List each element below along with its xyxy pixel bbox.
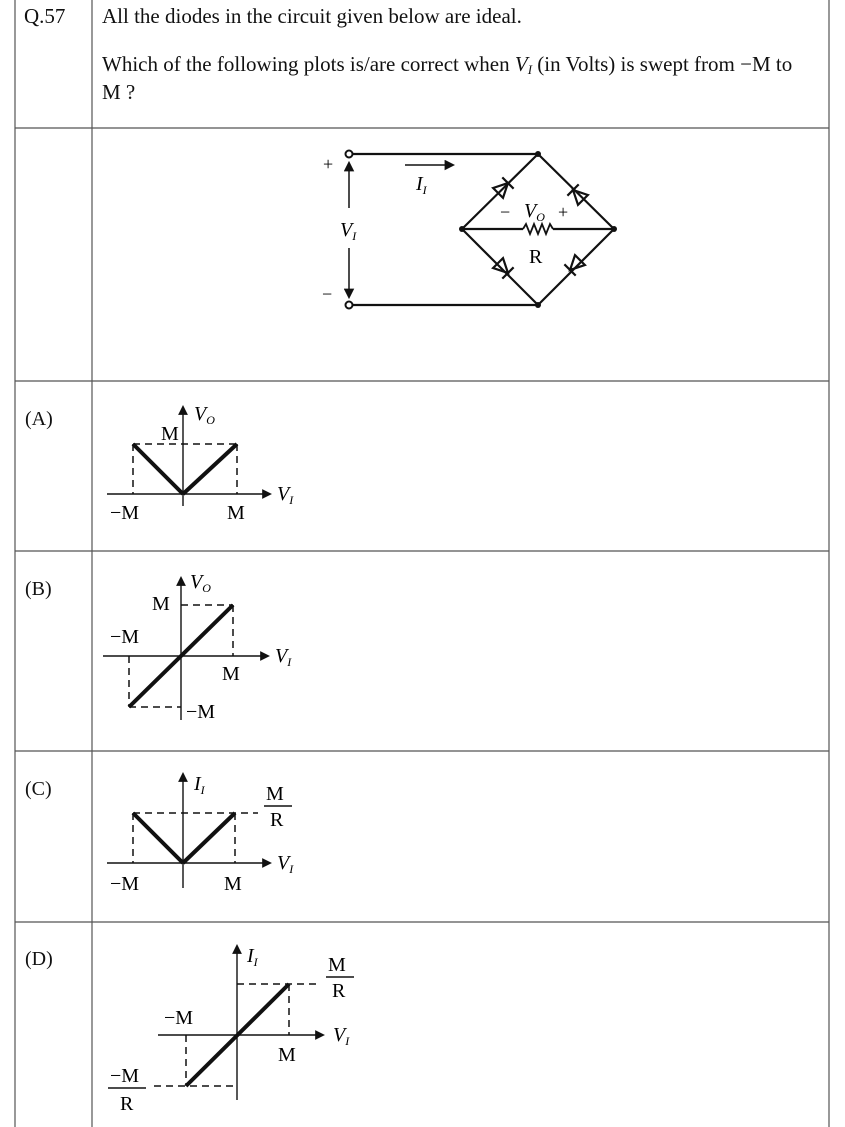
option-b-label: (B) (25, 578, 52, 600)
tick-frac-den: R (270, 809, 284, 831)
plot-line (183, 813, 235, 863)
tick-frac-num: M (328, 954, 346, 976)
tick-neg-frac-num: −M (110, 1065, 140, 1087)
prompt-variable-subscript: I (527, 62, 533, 77)
tick-neg-x: −M (110, 626, 140, 648)
plot-line (133, 444, 183, 494)
output-plus-sign: + (558, 202, 569, 222)
current-subscript: I (422, 183, 427, 197)
input-plus-sign: + (323, 154, 334, 174)
prompt-variable: V (514, 52, 528, 76)
plot-line (133, 813, 183, 863)
output-voltage-subscript: O (536, 210, 545, 224)
tick-frac-den: R (332, 980, 346, 1002)
tick-neg-x: −M (110, 873, 140, 895)
question-statement: All the diodes in the circuit given below are ideal. (102, 4, 522, 28)
svg-text:II: $I_I$ (247, 945, 258, 969)
prompt-text-b: (in Volts) is swept from −M to (537, 52, 793, 76)
tick-frac-num: M (266, 783, 284, 805)
option-c-plot (107, 773, 294, 895)
tick-pos-x: M (278, 1044, 296, 1066)
svg-text:VI: $V_I$ (275, 645, 292, 669)
input-voltage-label: V (340, 219, 353, 241)
svg-text:VO: $V_O$ (190, 571, 211, 595)
option-a-plot (107, 403, 294, 524)
option-d-plot (108, 945, 354, 1115)
tick-pos-x: M (224, 873, 242, 895)
prompt-text-a: Which of the following plots is/are correct when (102, 52, 510, 76)
option-b-plot (103, 571, 292, 723)
tick-neg-y: −M (186, 701, 216, 723)
resistor-label: R (529, 246, 543, 268)
tick-pos-y: M (161, 423, 179, 445)
option-d-label: (D) (25, 948, 53, 970)
current-label: I (416, 173, 423, 195)
svg-text:VI: $V_I$ (277, 483, 294, 507)
tick-neg-x: −M (164, 1007, 194, 1029)
option-a-label: (A) (25, 408, 53, 430)
question-prompt-continued: M ? (102, 80, 136, 104)
tick-pos-x: M (227, 502, 245, 524)
tick-neg-frac-den: R (120, 1093, 134, 1115)
svg-text:VI: $V_I$ (277, 852, 294, 876)
output-minus-sign: − (500, 202, 511, 222)
question-number: Q.57 (24, 4, 66, 28)
option-c-label: (C) (25, 778, 52, 800)
tick-pos-y: M (152, 593, 170, 615)
input-minus-sign: − (322, 284, 333, 304)
svg-text:VI: $V_I$ (333, 1024, 350, 1048)
svg-text:II: $I_I$ (194, 773, 205, 797)
tick-pos-x: M (222, 663, 240, 685)
output-voltage-label: V (524, 200, 537, 222)
input-voltage-subscript: I (352, 229, 357, 243)
svg-text:VO: $V_O$ (194, 403, 215, 427)
plot-line (183, 444, 237, 494)
tick-neg-x: −M (110, 502, 140, 524)
